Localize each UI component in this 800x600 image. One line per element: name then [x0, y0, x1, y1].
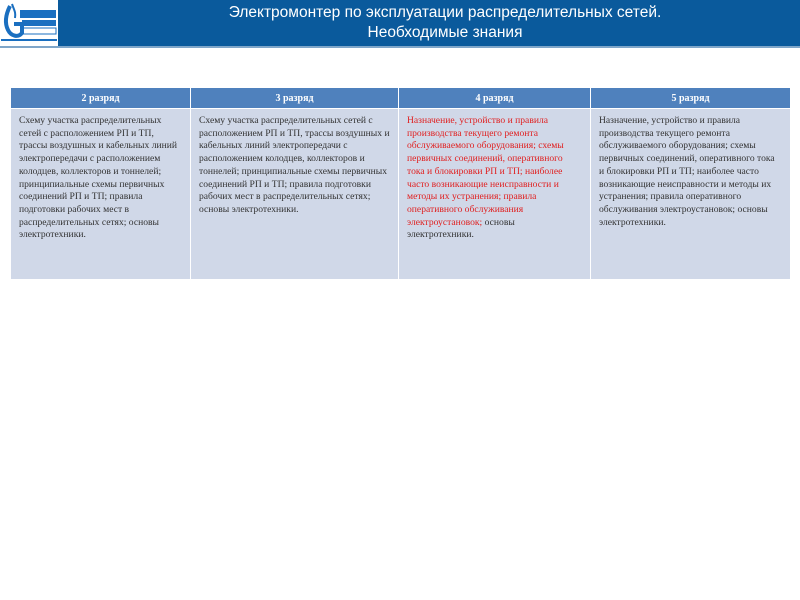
title-line-1: Электромонтер по эксплуатации распределительных сетей.: [228, 4, 662, 21]
knowledge-table: [10, 87, 791, 280]
column-header: 2 разряд: [11, 88, 191, 109]
gazprom-neftekhim-salavat-logo: [0, 0, 58, 46]
title-bar: [0, 0, 800, 48]
table-cell: [399, 109, 591, 280]
table-row: [11, 109, 791, 280]
slide-title: [90, 3, 800, 43]
table-cell: Схему участка распределительных сетей с расположением РП и ТП, трассы воздушных и кабельных линий электропередачи с расположением колодцев, коллекторов и тоннелей; принципиальные схемы первичных соединений РП и ТП; правила подготовки рабочих мест в распределительных сетях; основы электротехники.: [11, 109, 191, 280]
highlighted-text: Назначение, устройство и правила производства текущего ремонта обслуживаемого оборудования; схемы первичных соединений, оперативного тока и блокировки РП и ТП; наиболее часто возникающие неисправности и методы их устранения; правила оперативного обслуживания электроустановок;: [407, 115, 564, 228]
column-header: 4 разряд: [399, 88, 591, 109]
column-header: 5 разряд: [591, 88, 791, 109]
title-line-2: Необходимые знания: [367, 24, 523, 41]
table-cell: Схему участка распределительных сетей с расположением РП и ТП, трассы воздушных и кабельных линий электропередачи с расположением колодцев, коллекторов и тоннелей; принципиальные схемы первичных соединений РП и ТП; правила подготовки рабочих мест в распределительных сетях; основы электротехники.: [191, 109, 399, 280]
column-header: 3 разряд: [191, 88, 399, 109]
table-cell: Назначение, устройство и правила производства текущего ремонта обслуживаемого оборудования; схемы первичных соединений, оперативного тока и блокировки РП и ТП; наиболее часто возникающие неисправности и методы их устранения; правила оперативного обслуживания электроустановок; основы электротехники.: [591, 109, 791, 280]
table-header-row: [11, 88, 791, 109]
cell-text: основы электротехники.: [407, 216, 515, 241]
